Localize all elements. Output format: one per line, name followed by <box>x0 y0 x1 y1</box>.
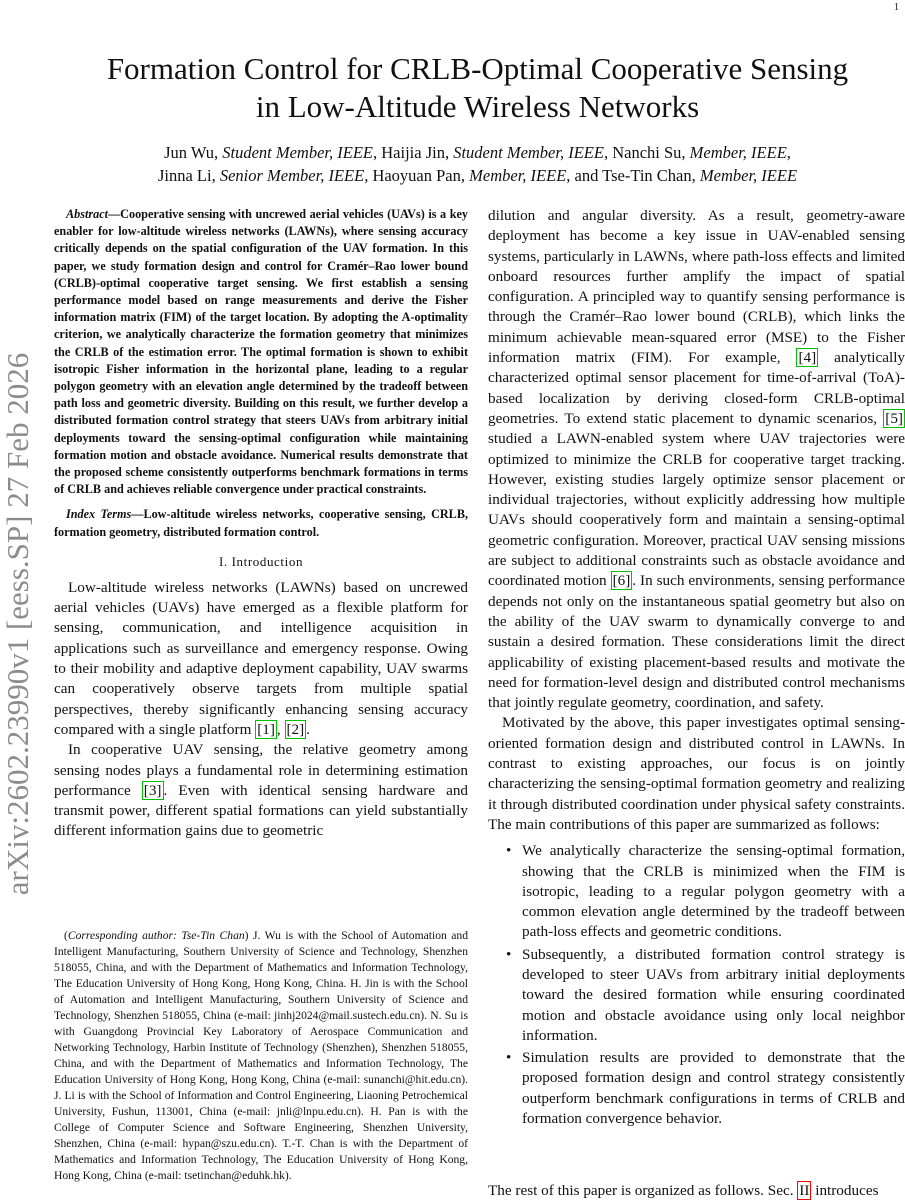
paragraph-text: . In such environments, sensing performance depends not only on the instantaneous spatial geometry but also on the ability of the UAV swarm to dynamically converge to and sustain a desired formation. These considerations limit the direct applicability of existing placement-based results and motivate the need for formation-level design and distributed control mechanisms that jointly regulate geometry, coordination, and safety. <box>488 572 905 712</box>
bullet-icon: • <box>506 1049 512 1067</box>
right-paragraph-1 <box>488 206 905 713</box>
list-item <box>488 945 905 1046</box>
contribution-text: We analytically characterize the sensing-optimal formation, showing that the CRLB is minimized when the FIM is isotropic, leading to a regular polygon geometry with a common elevation angle determined by the tradeoff between path-loss effects and geometric conditions. <box>522 842 905 941</box>
intro-paragraph-1 <box>54 578 468 740</box>
contribution-text: Subsequently, a distributed formation control strategy is developed to steer UAVs from arbitrary initial deployments toward the desired formation while ensuring coordinated motion and obstacle avoidance using only local neighbor information. <box>522 945 905 1044</box>
author-name: , Haoyuan Pan, <box>364 166 470 185</box>
footnote-text: ) J. Wu is with the School of Automation and Intelligent Manufacturing, Southern University of Science and Technology, Shenzhen 518055, China, and with the Department of Mathematics and Information Technology, The Education University of Hong Kong, Hong Kong, China. H. Jin is with the School of Automation and Intelligent Manufacturing, Southern University of Science and Technology, Shenzhen 518055, China (e-mail: jinhj2024@mail.sustech.edu.cn). N. Su is with Guangdong Provincial Key Laboratory of Aerospace Communication and Networking Technology, Harbin Institute of Technology (Shenzhen), Shenzhen 518055, China, and with the Department of Mathematics and Information Technology, The Education University of Hong Kong, Hong Kong, China (e-mail: sunanchi@hit.edu.cn). J. Li is with the School of Information and Control Engineering, Liaoning Petrochemical University, Fushun, 113001, China (e-mail: jnli@lnpu.edu.cn). H. Pan is with the College of Computer Science and Software Engineering, Shenzhen University, Shenzhen, China (e-mail: hypan@szu.edu.cn). T.-T. Chan is with the Department of Mathematics and Information Technology, The Education University of Hong Kong, Hong Kong, China (e-mail: tsetinchan@eduhk.hk). <box>54 929 468 1182</box>
citation-link-4[interactable]: [4] <box>798 349 817 367</box>
citation-link-1[interactable]: [1] <box>257 720 275 738</box>
index-terms-label: Index Terms <box>66 507 132 522</box>
closing-line <box>488 1181 905 1201</box>
citation-link-2[interactable]: [2] <box>286 720 305 738</box>
paragraph-text: analytically characterized optimal sensor placement for time-of-arrival (ToA)-based localization by deriving closed-form CRLB-optimal geometries. To extend static placement to dynamic scenarios, <box>488 349 905 427</box>
author-list <box>50 141 905 187</box>
author-separator: , <box>786 143 791 162</box>
index-terms-text: —Low-altitude wireless networks, cooperative sensing, CRLB, formation geometry, distributed formation control. <box>54 507 468 539</box>
right-column <box>488 206 905 1133</box>
index-terms <box>54 506 468 540</box>
abstract-text: —Cooperative sensing with uncrewed aerial vehicles (UAVs) is a key enabler for low-altitude wireless networks (LAWNs), where sensing accuracy critically depends on the spatial configuration of the UAV formation. In this paper, we study formation design and control for Cramér–Rao lower bound (CRLB)-optimal cooperative target sensing. We first establish a sensing performance model based on range measurements and derive the Fisher information matrix (FIM) of the target location. By adopting the A-optimality criterion, we analytically characterize the formation geometry that minimizes the CRLB of the estimation error. The optimal formation is shown to exhibit isotropic Fisher information in the horizontal plane, leading to a regular polygon geometry with an elevation angle determined by the tradeoff between path loss and geometric diversity. Building on this result, we further develop a distributed formation control strategy that steers UAVs from arbitrary initial deployments toward the sensing-optimal configuration while maintaining formation motion and obstacle avoidance. Numerical results demonstrate that the proposed scheme consistently outperforms benchmark formations in terms of CRLB and achieves reliable convergence under practical constraints. <box>54 207 468 497</box>
section-heading-introduction: I. Introduction <box>218 553 304 569</box>
author-role: Senior Member, IEEE <box>219 166 365 185</box>
author-name: Jun Wu, <box>164 143 223 162</box>
citation-link-5[interactable]: [5] <box>885 409 903 427</box>
paragraph-text: studied a LAWN-enabled system where UAV trajectories were optimized to minimize the CRLB for cooperative target tracking. However, existing studies largely optimize sensor placement or individual trajectories, without explicitly addressing how multiple UAVs should cooperatively form and maintain a sensing-optimal geometric configuration. Moreover, practical UAV sensing missions are subject to additional constraints such as obstacle avoidance and coordinated motion <box>488 430 905 590</box>
author-role: Student Member, IEEE <box>222 143 373 162</box>
author-name: , and Tse-Tin Chan, <box>566 166 700 185</box>
abstract <box>54 206 468 498</box>
citation-link-3[interactable]: [3] <box>143 781 162 799</box>
author-name: , Nanchi Su, <box>603 143 690 162</box>
author-role: Member, IEEE <box>689 143 787 162</box>
paragraph-text: Low-altitude wireless networks (LAWNs) based on uncrewed aerial vehicles (UAVs) have emerged as a flexible platform for sensing, communication, and intelligence acquisition in applications such as surveillance and emergency response. Owing to their mobility and adaptive deployment capability, UAV swarms can cooperatively observe targets from multiple spatial perspectives, thereby significantly enhancing sensing accuracy compared with a single platform <box>54 578 468 738</box>
paragraph-text: , <box>276 720 285 738</box>
bullet-icon: • <box>506 945 512 963</box>
contribution-text: Simulation results are provided to demonstrate that the proposed formation design and control strategy consistently outperform benchmark configurations in terms of CRLB and formation convergence behavior. <box>522 1049 905 1128</box>
section-link[interactable]: II <box>799 1182 810 1199</box>
author-name: Jinna Li, <box>157 166 220 185</box>
list-item <box>488 841 905 942</box>
paragraph-text: introduces <box>811 1182 879 1199</box>
paragraph-text: . <box>306 720 311 738</box>
bullet-icon: • <box>506 842 512 860</box>
paragraph-text: The rest of this paper is organized as follows. Sec. <box>488 1182 798 1199</box>
author-role: Member, IEEE <box>469 166 567 185</box>
title-line-2: in Low-Altitude Wireless Networks <box>255 89 700 124</box>
footnote: (Corresponding author: Tse-Tin Chan) J. Wu is with the School of Automation and Intelligent Manufacturing, Southern University of Science and Technology, Shenzhen 518055, China, and with the Department of Mathematics and Information Technology, The Education University of Hong Kong, Hong Kong, China. H. Jin is with the School of Automation and Intelligent Manufacturing, Southern University of Science and Technology, Shenzhen 518055, China (e-mail: jinhj2024@mail.sustech.edu.cn). N. Su is with Guangdong Provincial Key Laboratory of Aerospace Communication and Networking Technology, Harbin Institute of Technology (Shenzhen), Shenzhen 518055, China, and with the Department of Mathematics and Information Technology, The Education University of Hong Kong, Hong Kong, China (e-mail: sunanchi@hit.edu.cn). J. Li is with the School of Information and Control Engineering, Liaoning Petrochemical University, Fushun, 113001, China (e-mail: jnli@lnpu.edu.cn). H. Pan is with the College of Computer Science and Software Engineering, Shenzhen University, Shenzhen, China (e-mail: hypan@szu.edu.cn). T.-T. Chan is with the Department of Mathematics and Information Technology, The Education University of Hong Kong, Hong Kong, China (e-mail: tsetinchan@eduhk.hk). <box>54 929 468 1182</box>
author-name: , Haijia Jin, <box>373 143 454 162</box>
paragraph-text: In cooperative UAV sensing, the relative geometry among sensing nodes plays a fundamental role in determining estimation performance <box>54 741 468 799</box>
author-role: Student Member, IEEE <box>453 143 604 162</box>
right-paragraph-2: Motivated by the above, this paper investigates optimal sensing-oriented formation design and distributed control in LAWNs. In contrast to existing approaches, our focus is on jointly characterizing the sensing-optimal formation geometry and realizing it through distributed coordination under physical safety constraints. The main contributions of this paper are summarized as follows: <box>488 714 905 833</box>
paragraph-text: . Even with identical sensing hardware and transmit power, different spatial formations can yield substantially different information gains due to geometric <box>54 781 469 840</box>
abstract-label: Abstract <box>66 207 108 221</box>
list-item <box>488 1048 905 1129</box>
intro-paragraph-2 <box>54 740 468 841</box>
author-role: Member, IEEE <box>699 166 798 185</box>
author-line-2 <box>50 164 905 187</box>
paper-title <box>50 50 905 126</box>
paragraph-text: dilution and angular diversity. As a result, geometry-aware deployment has become a key issue in UAV-enabled sensing systems, particularly in LAWNs, where path-loss effects and limited onboard resources further amplify the impact of spatial configuration. A principled way to quantify sensing performance is through the Cramér–Rao lower bound (CRLB), which links the minimum achievable mean-squared error (MSE) to the Fisher information matrix (FIM). For example, <box>488 207 905 367</box>
left-column <box>54 206 468 842</box>
citation-link-6[interactable]: [6] <box>612 572 631 590</box>
title-line-1: Formation Control for CRLB-Optimal Cooperative Sensing <box>106 51 849 86</box>
contribution-list <box>488 841 905 1129</box>
author-line-1 <box>50 141 905 164</box>
page-number: 1 <box>894 2 899 13</box>
arxiv-stamp: arXiv:2602.23990v1 [eess.SP] 27 Feb 2026 <box>0 352 35 896</box>
footnote-label: Corresponding author: Tse-Tin Chan <box>67 929 245 942</box>
